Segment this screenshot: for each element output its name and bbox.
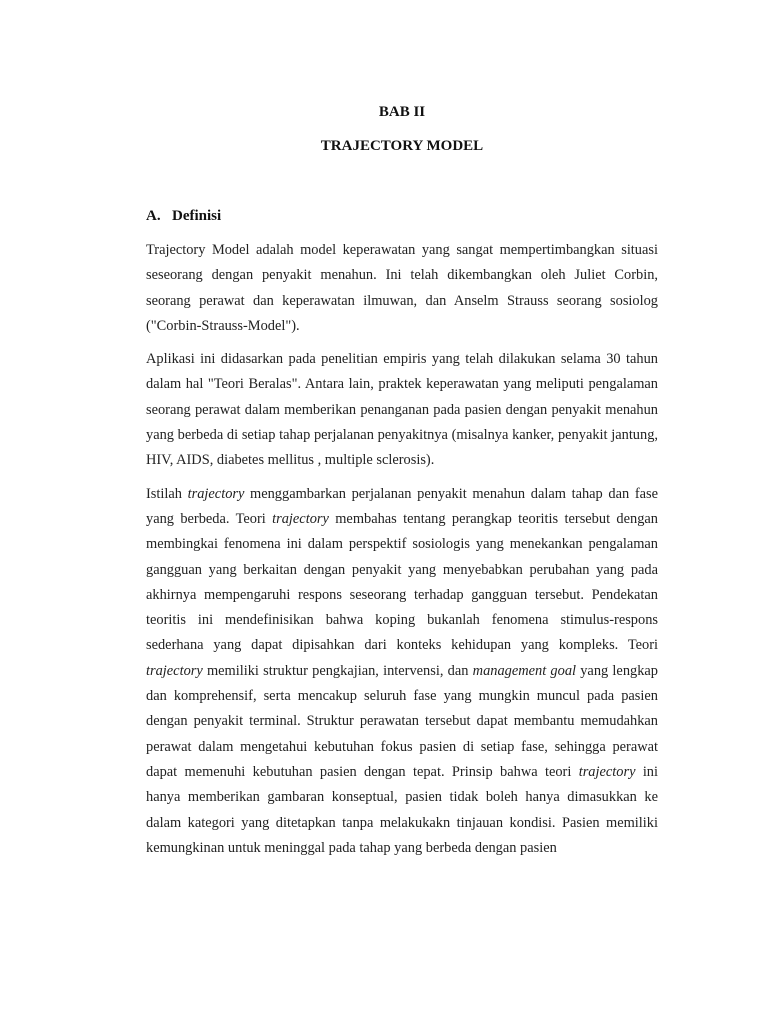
section-marker: A. <box>146 208 161 224</box>
section-heading <box>146 208 221 225</box>
chapter-number: BAB II <box>378 104 426 120</box>
text-run: yang lengkap dan komprehensif, serta mencakup seluruh fase yang mungkin muncul pada pasien dengan penyakit terminal. Struktur perawatan tersebut dapat membantu memudahkan perawat dalam mengetahui kebutuhan fokus pasien di setiap fase, sehingga perawat dapat memenuhi kebutuhan pasien dengan tepat. Prinsip bahwa teori <box>146 662 658 780</box>
text-run: Istilah <box>146 485 188 502</box>
italic-term: trajectory <box>272 510 329 527</box>
text-run: menggambarkan perjalanan penyakit menahun dalam tahap dan fase yang berbeda. Teori <box>146 485 658 527</box>
chapter-title: TRAJECTORY MODEL <box>320 138 484 154</box>
paragraph <box>146 482 658 861</box>
section-title: Definisi <box>172 208 222 224</box>
italic-term: management goal <box>472 662 577 679</box>
italic-term: trajectory <box>146 662 203 679</box>
italic-term: trajectory <box>578 763 636 780</box>
italic-term: trajectory <box>187 485 245 502</box>
text-run: membahas tentang perangkap teoritis tersebut dengan membingkai fenomena ini dalam perspektif sosiologis yang menekankan pengalaman gangguan yang berkaitan dengan penyakit yang menyebabkan perubahan yang pada akhirnya mempengaruhi respons seseorang terhadap gangguan tersebut. Pendekatan teoritis ini mendefinisikan bahwa koping bukanlah fenomena stimulus-respons sederhana yang dapat dipisahkan dari konteks kehidupan yang kompleks. Teori <box>146 510 658 654</box>
paragraph: Aplikasi ini didasarkan pada penelitian empiris yang telah dilakukan selama 30 tahun dalam hal "Teori Beralas". Antara lain, praktek keperawatan yang meliputi pengalaman seorang perawat dalam memberikan penanganan pada pasien dengan penyakit menahun yang berbeda di setiap tahap perjalanan penyakitnya (misalnya kanker, penyakit jantung, HIV, AIDS, diabetes mellitus , multiple sclerosis). <box>146 351 658 469</box>
body-text <box>146 238 658 869</box>
text-run: ini hanya memberikan gambaran konseptual, pasien tidak boleh hanya dimasukkan ke dalam kategori yang ditetapkan tanpa melakukakn tinjauan kondisi. Pasien memiliki kemungkinan untuk meninggal pada tahap yang berbeda dengan pasien <box>146 763 659 856</box>
text-run: memiliki struktur pengkajian, intervensi, dan <box>202 662 473 679</box>
paragraph: Trajectory Model adalah model keperawatan yang sangat mempertimbangkan situasi seseorang dengan penyakit menahun. Ini telah dikembangkan oleh Juliet Corbin, seorang perawat dan keperawatan ilmuwan, dan Anselm Strauss seorang sosiolog ("Corbin-Strauss-Model"). <box>146 242 658 334</box>
